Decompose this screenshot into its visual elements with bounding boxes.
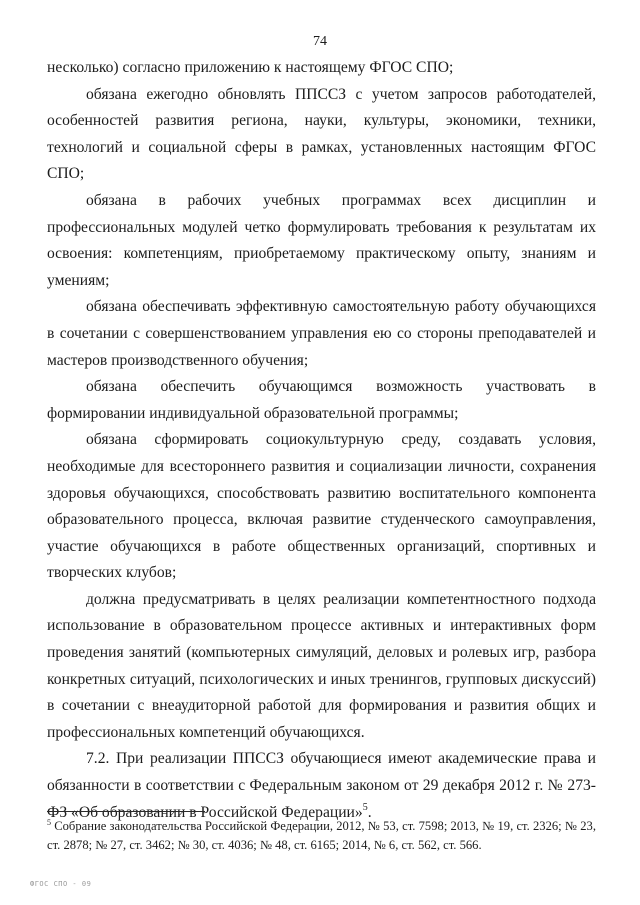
footnote-divider (47, 811, 205, 812)
paragraph-4: обязана обеспечивать эффективную самостоятельную работу обучающихся в сочетании с совершенствованием управления ею со стороны преподавателей и мастеров производственного обучения; (47, 298, 596, 369)
paragraph-6: обязана сформировать социокультурную среду, создавать условия, необходимые для всестороннего развития и социализации личности, сохранения здоровья обучающихся, способствовать развитию воспитательного компонента образовательного процесса, включая развитие студенческого самоуправления, участие обучающихся в работе общественных организаций, спортивных и творческих клубов; (47, 431, 596, 582)
paragraph-5: обязана обеспечить обучающимся возможность участвовать в формировании индивидуальной образовательной программы; (47, 378, 596, 422)
footnote-text: Собрание законодательства Российской Федерации, 2012, № 53, ст. 7598; 2013, № 19, ст. 2326; № 23, ст. 2878; № 27, ст. 3462; № 30, ст. 4036; № 48, ст. 6165; 2014, № 6, ст. 562, ст. 566. (47, 819, 596, 852)
section-7-2-paragraph (47, 746, 596, 826)
body-text (47, 55, 596, 826)
section-7-2-text: 7.2. При реализации ППССЗ обучающиеся имеют академические права и обязанности в соответствии с Федеральным законом от 29 декабря 2012 г. № 273-ФЗ «Об образовании в Российской Федерации» (47, 750, 596, 821)
footnote-marker: 5 (47, 818, 51, 827)
footer-mark: ФГОС СПО - 09 (30, 880, 92, 888)
footnote (47, 817, 596, 855)
paragraph-3: обязана в рабочих учебных программах всех дисциплин и профессиональных модулей четко формулировать требования к результатам их освоения: компетенциям, приобретаемому практическому опыту, знаниям и умениям; (47, 191, 596, 289)
footnote-reference[interactable]: 5 (362, 801, 368, 813)
paragraph-1: несколько) согласно приложению к настоящему ФГОС СПО; (47, 59, 454, 76)
section-7-2-end: . (367, 803, 372, 821)
paragraph-2: обязана ежегодно обновлять ППССЗ с учетом запросов работодателей, особенностей развития региона, науки, культуры, экономики, техники, технологий и социальной сферы в рамках, установленных настоящим ФГОС СПО; (47, 85, 596, 183)
paragraph-7: должна предусматривать в целях реализации компетентностного подхода использование в образовательном процессе активных и интерактивных форм проведения занятий (компьютерных симуляций, деловых и ролевых игр, разбора конкретных ситуаций, психологических и иных тренингов, групповых дискуссий) в сочетании с внеаудиторной работой для формирования и развития общих и профессиональных компетенций обучающихся. (47, 590, 596, 741)
page-number: 74 (313, 34, 327, 49)
